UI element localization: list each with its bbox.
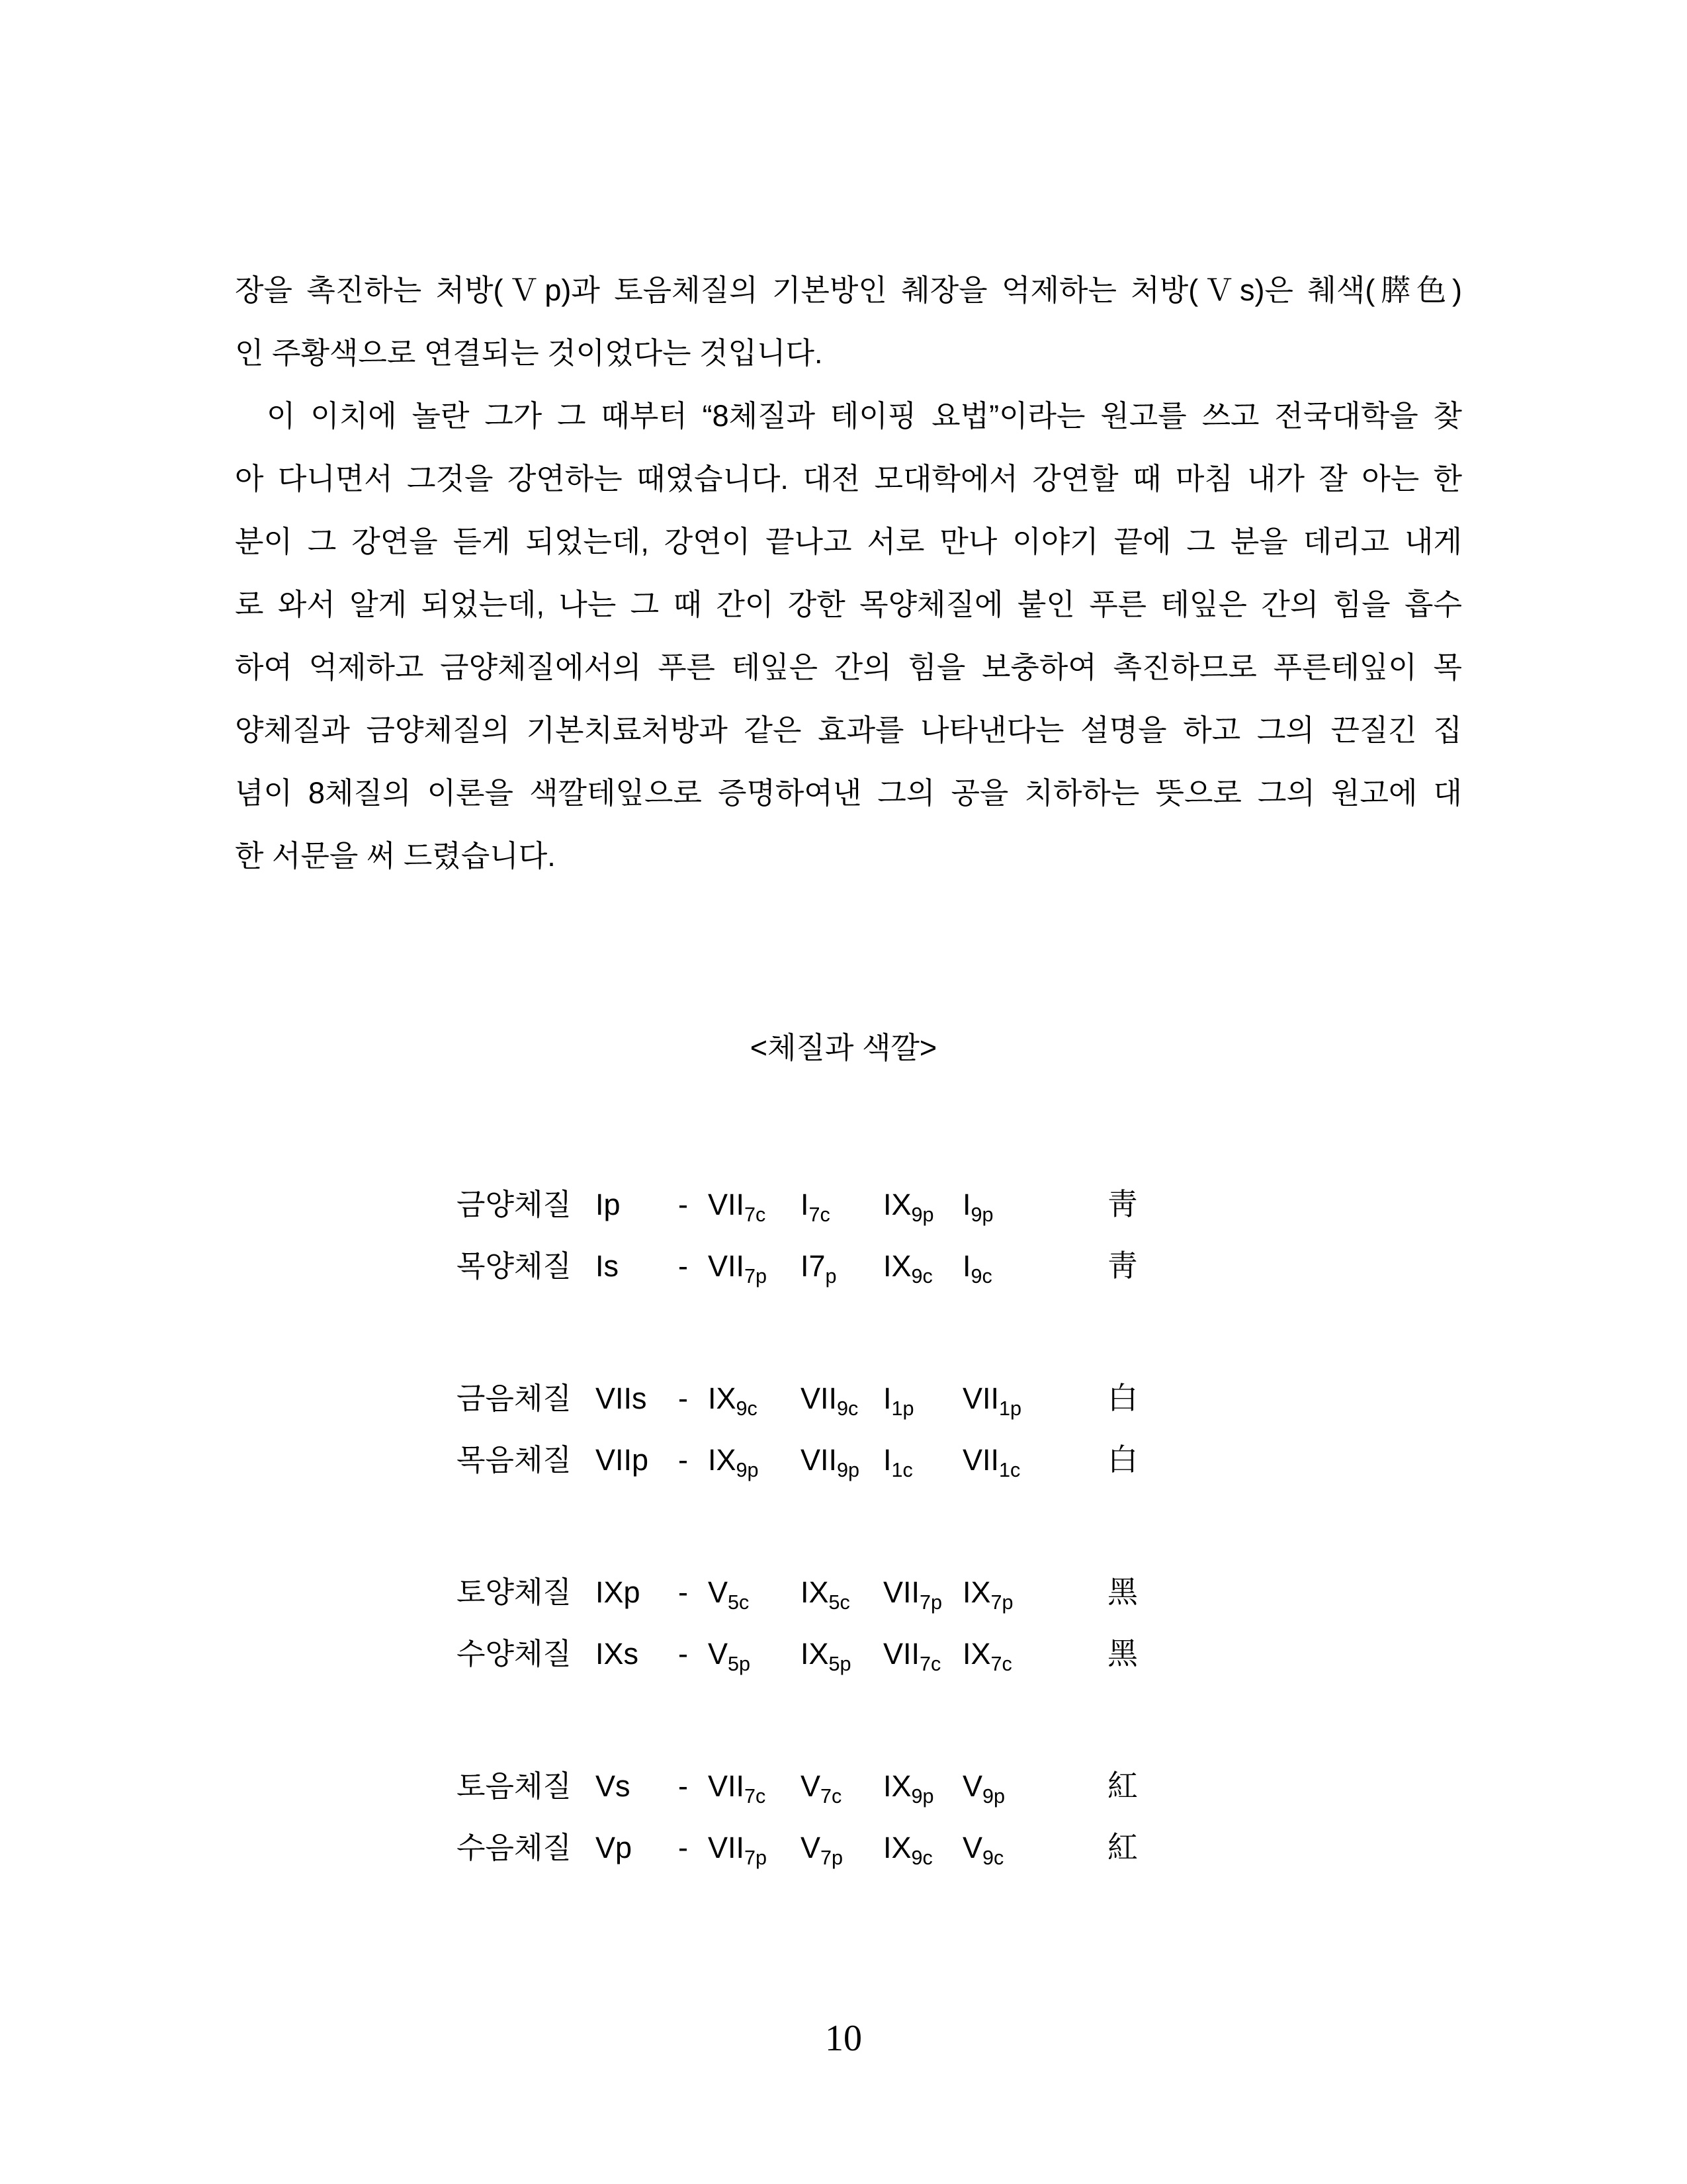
prescription <box>883 1623 963 1684</box>
rx-sub: 9c <box>971 1265 992 1288</box>
rx-sub: 1p <box>891 1397 914 1420</box>
rx-sub: 7p <box>744 1847 767 1869</box>
prescription <box>963 1368 1045 1429</box>
text-run: 장을 촉진하는 처방(Ｖp)과 토음체질의 기본방인 췌장을 억제하는 처방(Ｖs)은 췌색( <box>235 273 1375 307</box>
rx-sub: 5p <box>728 1653 751 1675</box>
prescription <box>800 1235 883 1297</box>
prescription <box>883 1561 963 1623</box>
rx-base: IX <box>883 1249 912 1283</box>
rx-sub: 7c <box>808 1203 830 1226</box>
text-line: 로 와서 알게 되었는데, 나는 그 때 간이 강한 목양체질에 붙인 푸른 테잎은 간의 힘을 흡수 <box>235 588 1462 621</box>
prescription <box>963 1755 1045 1817</box>
rx-base: IX <box>708 1381 736 1415</box>
text-line: 한 서문을 써 드렸습니다. <box>235 839 556 873</box>
rx-sub: 9c <box>911 1847 933 1869</box>
rx-base: IX <box>800 1637 829 1671</box>
prescription <box>708 1817 800 1878</box>
constitution-color-table <box>456 1174 1138 1878</box>
prescription <box>883 1429 963 1491</box>
rx-base: VII <box>800 1381 838 1415</box>
text-line: 분이 그 강연을 듣게 되었는데, 강연이 끝나고 서로 만나 이야기 끝에 그 분을 데리고 내게 <box>235 525 1462 558</box>
rx-base: VII <box>708 1769 745 1803</box>
rx-sub: 5p <box>828 1653 851 1675</box>
rx-sub: 9p <box>971 1203 994 1226</box>
dash-separator: - <box>678 1575 688 1609</box>
table-row <box>456 1817 1138 1878</box>
prescription <box>708 1561 800 1623</box>
rx-sub: 7p <box>744 1265 767 1288</box>
prescription <box>883 1817 963 1878</box>
rx-base: IX <box>800 1575 829 1609</box>
constitution-code: IXp <box>595 1575 640 1609</box>
rx-sub: 7c <box>744 1203 766 1226</box>
prescription <box>800 1623 883 1684</box>
prescription <box>800 1817 883 1878</box>
dash-separator: - <box>678 1831 688 1864</box>
constitution-code: Is <box>595 1249 619 1283</box>
rx-base: V <box>708 1575 728 1609</box>
rx-sub: 9c <box>911 1265 933 1288</box>
constitution-code: Vs <box>595 1769 630 1803</box>
section-heading: <체질과 색깔> <box>750 1031 937 1065</box>
text-line: 념이 8체질의 이론을 색깔테잎으로 증명하여낸 그의 공을 치하하는 뜻으로 그의 원고에 대 <box>235 776 1462 810</box>
dash-separator: - <box>678 1769 688 1803</box>
prescription <box>883 1755 963 1817</box>
dash-separator: - <box>678 1188 688 1221</box>
text-line: 하여 억제하고 금양체질에서의 푸른 테잎은 간의 힘을 보충하여 촉진하므로 푸른테잎이 목 <box>235 650 1462 684</box>
rx-sub: p <box>825 1265 837 1288</box>
rx-sub: 9p <box>911 1785 934 1808</box>
constitution-label: 토음체질 <box>456 1769 572 1803</box>
rx-base: VII <box>963 1443 1000 1477</box>
prescription <box>800 1561 883 1623</box>
rx-base: V <box>963 1831 983 1864</box>
rx-base: VII <box>883 1575 920 1609</box>
prescription <box>963 1623 1045 1684</box>
prescription <box>963 1235 1045 1297</box>
page-number: 10 <box>825 2018 862 2059</box>
constitution-code: IXs <box>595 1637 639 1671</box>
dash-separator: - <box>678 1381 688 1415</box>
prescription <box>708 1755 800 1817</box>
rx-sub: 7p <box>990 1591 1014 1614</box>
rx-sub: 9p <box>837 1459 860 1481</box>
rx-base: I <box>963 1249 971 1283</box>
rx-sub: 7c <box>990 1653 1012 1675</box>
rx-base: V <box>800 1769 821 1803</box>
constitution-label: 수음체질 <box>456 1831 572 1864</box>
rx-sub: 1c <box>999 1459 1021 1481</box>
text-line <box>235 259 1462 322</box>
color-hanja: 靑 <box>1107 1188 1138 1221</box>
rx-sub: 7c <box>744 1785 766 1808</box>
rx-sub: 9c <box>982 1847 1004 1869</box>
rx-sub: 7p <box>920 1591 943 1614</box>
table-row <box>456 1623 1138 1684</box>
text-line: 이 이치에 놀란 그가 그 때부터 “8체질과 테이핑 요법”이라는 원고를 쓰고 전국대학을 찾 <box>267 399 1462 433</box>
dash-separator: - <box>678 1249 688 1283</box>
rx-base: IX <box>708 1443 736 1477</box>
dash-separator: - <box>678 1637 688 1671</box>
rx-base: I <box>883 1381 892 1415</box>
constitution-label: 목양체질 <box>456 1249 572 1283</box>
rx-sub: 9c <box>736 1397 757 1420</box>
color-hanja: 黑 <box>1107 1637 1138 1671</box>
rx-sub: 7c <box>920 1653 941 1675</box>
rx-sub: 1c <box>891 1459 913 1481</box>
rx-base: IX <box>883 1831 912 1864</box>
rx-sub: 7c <box>820 1785 842 1808</box>
body-text <box>235 259 1462 887</box>
rx-sub: 9p <box>911 1203 934 1226</box>
constitution-code: Vp <box>595 1831 632 1864</box>
rx-sub: 9p <box>982 1785 1006 1808</box>
text-run: ) <box>1452 273 1462 307</box>
rx-base: V <box>800 1831 821 1864</box>
rx-base: VII <box>883 1637 920 1671</box>
constitution-label: 목음체질 <box>456 1443 572 1477</box>
prescription <box>883 1235 963 1297</box>
rx-base: VII <box>963 1381 1000 1415</box>
prescription <box>708 1368 800 1429</box>
rx-sub: 9p <box>736 1459 759 1481</box>
rx-base: V <box>708 1637 728 1671</box>
color-hanja: 紅 <box>1107 1769 1138 1803</box>
table-row <box>456 1174 1138 1235</box>
rx-base: I <box>963 1188 971 1221</box>
prescription <box>800 1174 883 1235</box>
rx-sub: 9c <box>837 1397 859 1420</box>
color-hanja: 靑 <box>1107 1249 1138 1283</box>
table-row <box>456 1561 1138 1623</box>
prescription <box>963 1561 1045 1623</box>
prescription <box>800 1368 883 1429</box>
constitution-code: VIIs <box>595 1381 647 1415</box>
color-hanja: 白 <box>1107 1443 1138 1477</box>
table-row <box>456 1235 1138 1297</box>
constitution-code: VIIp <box>595 1443 649 1477</box>
rx-base: V <box>963 1769 983 1803</box>
rx-base: IX <box>963 1575 991 1609</box>
constitution-label: 토양체질 <box>456 1575 572 1609</box>
prescription <box>800 1755 883 1817</box>
rx-base: IX <box>883 1188 912 1221</box>
rx-base: I <box>800 1188 809 1221</box>
rx-base: VII <box>708 1249 745 1283</box>
prescription <box>963 1174 1045 1235</box>
text-line: 아 다니면서 그것을 강연하는 때였습니다. 대전 모대학에서 강연할 때 마침 내가 잘 아는 한 <box>235 462 1462 496</box>
text-line: 인 주황색으로 연결되는 것이었다는 것입니다. <box>235 336 823 370</box>
rx-base: IX <box>883 1769 912 1803</box>
prescription <box>708 1235 800 1297</box>
constitution-code: Ip <box>595 1188 621 1221</box>
rx-base: VII <box>708 1188 745 1221</box>
color-hanja: 黑 <box>1107 1575 1138 1609</box>
table-row <box>456 1755 1138 1817</box>
prescription <box>708 1623 800 1684</box>
text-line: 양체질과 금양체질의 기본치료처방과 같은 효과를 나타낸다는 설명을 하고 그의 끈질긴 집 <box>235 713 1462 747</box>
hanja-annotation: 膵色 <box>1375 274 1452 307</box>
prescription <box>708 1174 800 1235</box>
rx-base: I7 <box>800 1249 826 1283</box>
table-row <box>456 1429 1138 1491</box>
rx-sub: 5c <box>728 1591 750 1614</box>
prescription <box>963 1429 1045 1491</box>
rx-sub: 5c <box>828 1591 850 1614</box>
rx-base: IX <box>963 1637 991 1671</box>
dash-separator: - <box>678 1443 688 1477</box>
constitution-label: 금음체질 <box>456 1381 572 1415</box>
constitution-label: 수양체질 <box>456 1637 572 1671</box>
constitution-label: 금양체질 <box>456 1188 572 1221</box>
prescription <box>883 1174 963 1235</box>
color-hanja: 紅 <box>1107 1831 1138 1864</box>
rx-sub: 7p <box>820 1847 844 1869</box>
prescription <box>883 1368 963 1429</box>
rx-base: I <box>883 1443 892 1477</box>
prescription <box>963 1817 1045 1878</box>
prescription <box>708 1429 800 1491</box>
rx-sub: 1p <box>999 1397 1022 1420</box>
rx-base: VII <box>708 1831 745 1864</box>
table-row <box>456 1368 1138 1429</box>
color-hanja: 白 <box>1107 1381 1138 1415</box>
rx-base: VII <box>800 1443 838 1477</box>
prescription <box>800 1429 883 1491</box>
